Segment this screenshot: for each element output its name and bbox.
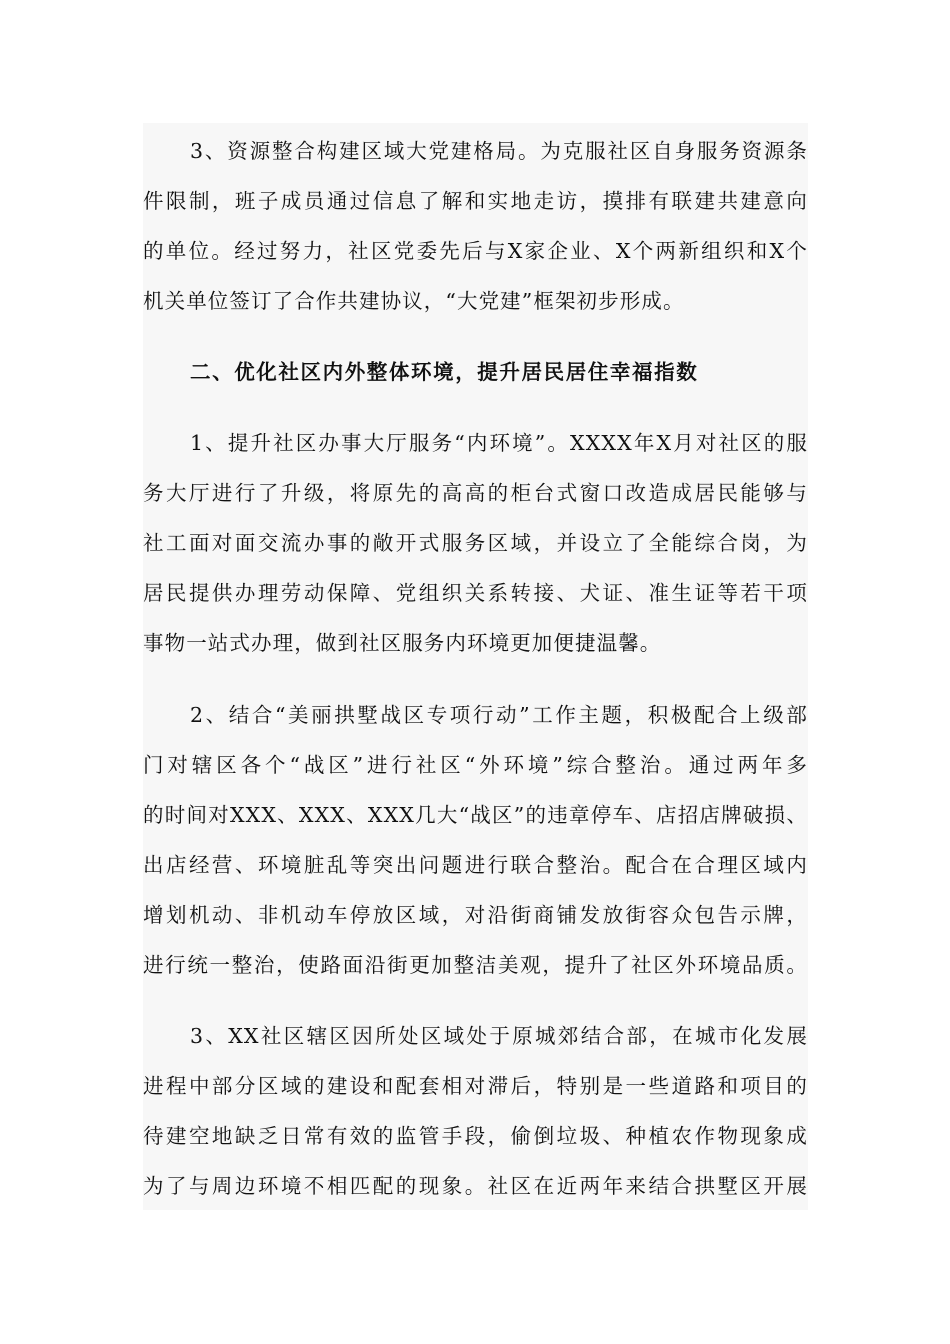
text-line: 3、XX社区辖区因所处区域处于原城郊结合部，在城市化发展: [190, 1024, 808, 1048]
text-line: 出店经营、环境脏乱等突出问题进行联合整治。配合在合理区域内: [143, 853, 808, 877]
text-line: 1、提升社区办事大厅服务“内环境”。XXXX年X月对社区的服: [190, 431, 808, 455]
text-line: 的单位。经过努力，社区党委先后与X家企业、X个两新组织和X个: [143, 239, 808, 263]
text-line: 为了与周边环境不相匹配的现象。社区在近两年来结合拱墅区开展: [143, 1174, 808, 1198]
text-line: 务大厅进行了升级，将原先的高高的柜台式窗口改造成居民能够与: [143, 481, 808, 505]
text-line: 的时间对XXX、XXX、XXX几大“战区”的违章停车、店招店牌破损、: [143, 803, 808, 827]
text-line: 待建空地缺乏日常有效的监管手段，偷倒垃圾、种植农作物现象成: [143, 1124, 808, 1148]
section-heading: 二、优化社区内外整体环境，提升居民居住幸福指数: [190, 360, 699, 384]
text-line: 门对辖区各个“战区”进行社区“外环境”综合整治。通过两年多: [143, 753, 808, 777]
text-line: 3、资源整合构建区域大党建格局。为克服社区自身服务资源条: [190, 139, 808, 163]
document-body: [143, 123, 808, 1210]
text-line: 增划机动、非机动车停放区域，对沿街商铺发放街容众包告示牌，: [143, 903, 808, 927]
text-line: 事物一站式办理，做到社区服务内环境更加便捷温馨。: [143, 631, 662, 655]
text-line: 社工面对面交流办事的敞开式服务区域，并设立了全能综合岗，为: [143, 531, 808, 555]
text-line: 居民提供办理劳动保障、党组织关系转接、犬证、准生证等若干项: [143, 581, 808, 605]
text-line: 机关单位签订了合作共建协议，“大党建”框架初步形成。: [143, 289, 685, 313]
text-line: 2、结合“美丽拱墅战区专项行动”工作主题，积极配合上级部: [190, 703, 808, 727]
text-line: 进程中部分区域的建设和配套相对滞后，特别是一些道路和项目的: [143, 1074, 808, 1098]
text-line: 进行统一整治，使路面沿街更加整洁美观，提升了社区外环境品质。: [143, 953, 808, 977]
text-line: 件限制，班子成员通过信息了解和实地走访，摸排有联建共建意向: [143, 189, 808, 213]
